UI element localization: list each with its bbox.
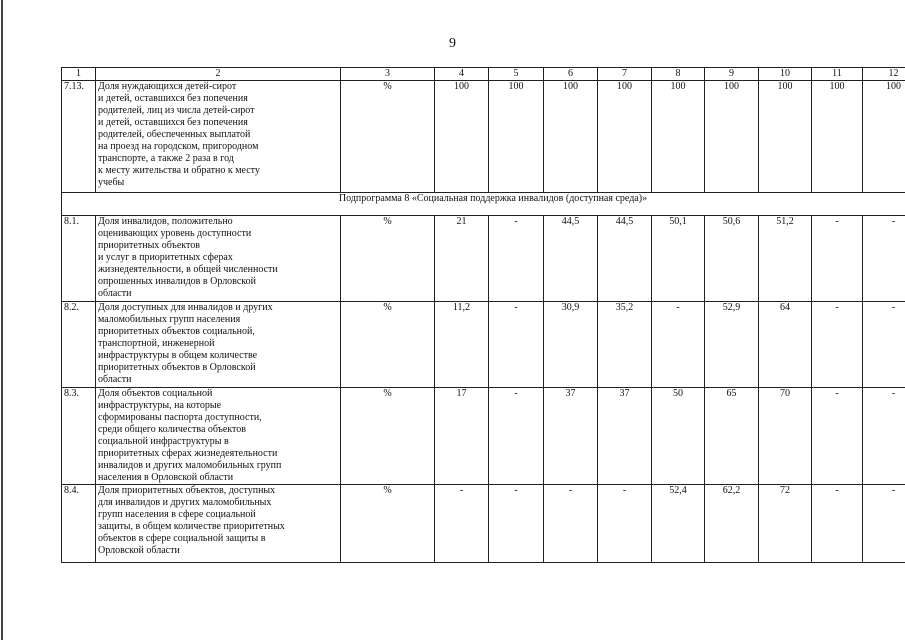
value-cell: 51,2 (759, 216, 812, 302)
column-number-header: 9 (705, 68, 759, 81)
indicator-number: 8.4. (62, 485, 96, 563)
value-cell: 35,2 (598, 302, 652, 388)
indicator-name: Доля нуждающихся детей-сирот и детей, оставшихся без попечения родителей, лиц из числа детей-сирот и детей, оставшихся без попечения родителей, обеспеченных выплатой на проезд на городском, пригородном транспорте, а также 2 раза в год к месту жительства и обратно к месту учебы (96, 81, 341, 193)
indicator-name: Доля приоритетных объектов, доступных для инвалидов и других маломобильных групп населения в сфере социальной защиты, в общем количестве приоритетных объектов в сфере социальной защиты в Орловской области (96, 485, 341, 563)
column-number-header: 12 (863, 68, 905, 81)
value-cell: 100 (759, 81, 812, 193)
value-cell: 65 (705, 388, 759, 485)
subprogram-title: Подпрограмма 8 «Социальная поддержка инвалидов (доступная среда)» (62, 193, 905, 216)
value-cell: - (812, 485, 863, 563)
column-number-header: 3 (341, 68, 435, 81)
page-edge-line (1, 0, 3, 640)
table-row (62, 302, 905, 388)
value-cell: 100 (435, 81, 489, 193)
table-row (62, 81, 905, 193)
unit-cell: % (341, 216, 435, 302)
page-number: 9 (449, 36, 456, 51)
column-number-header: 2 (96, 68, 341, 81)
value-cell: - (812, 302, 863, 388)
value-cell: 30,9 (544, 302, 598, 388)
value-cell: - (652, 302, 705, 388)
indicator-name: Доля инвалидов, положительно оценивающих уровень доступности приоритетных объектов и услуг в приоритетных сферах жизнедеятельности, в общей численности опрошенных инвалидов в Орловской области (96, 216, 341, 302)
value-cell: - (544, 485, 598, 563)
value-cell: - (435, 485, 489, 563)
value-cell: 50 (652, 388, 705, 485)
value-cell: - (863, 485, 905, 563)
indicator-name: Доля объектов социальной инфраструктуры, на которые сформированы паспорта доступности, среди общего количества объектов социальной инфраструктуры в приоритетных сферах жизнедеятельности инвалидов и других маломобильных групп населения в Орловской области (96, 388, 341, 485)
value-cell: - (863, 216, 905, 302)
value-cell: 50,1 (652, 216, 705, 302)
column-number-header: 11 (812, 68, 863, 81)
value-cell: 44,5 (544, 216, 598, 302)
table-row (62, 388, 905, 485)
unit-cell: % (341, 485, 435, 563)
value-cell: 72 (759, 485, 812, 563)
value-cell: 100 (705, 81, 759, 193)
value-cell: - (812, 388, 863, 485)
table-row (62, 216, 905, 302)
column-number-header: 8 (652, 68, 705, 81)
indicator-number: 8.1. (62, 216, 96, 302)
indicators-table (61, 67, 905, 563)
value-cell: - (812, 216, 863, 302)
table-row (62, 485, 905, 563)
indicator-number: 8.3. (62, 388, 96, 485)
value-cell: 100 (544, 81, 598, 193)
column-number-header: 7 (598, 68, 652, 81)
value-cell: - (489, 485, 544, 563)
value-cell: 21 (435, 216, 489, 302)
indicator-number: 8.2. (62, 302, 96, 388)
value-cell: - (489, 216, 544, 302)
indicator-number: 7.13. (62, 81, 96, 193)
column-number-header: 1 (62, 68, 96, 81)
column-number-header: 6 (544, 68, 598, 81)
column-number-header: 10 (759, 68, 812, 81)
value-cell: - (863, 388, 905, 485)
value-cell: 44,5 (598, 216, 652, 302)
value-cell: - (489, 388, 544, 485)
value-cell: 100 (863, 81, 905, 193)
indicator-name: Доля доступных для инвалидов и других маломобильных групп населения приоритетных объектов социальной, транспортной, инженерной инфраструктуры в общем количестве приоритетных объектов в Орловской области (96, 302, 341, 388)
unit-cell: % (341, 302, 435, 388)
value-cell: - (489, 302, 544, 388)
value-cell: 37 (598, 388, 652, 485)
value-cell: 11,2 (435, 302, 489, 388)
value-cell: - (598, 485, 652, 563)
value-cell: 52,4 (652, 485, 705, 563)
value-cell: - (863, 302, 905, 388)
value-cell: 37 (544, 388, 598, 485)
value-cell: 50,6 (705, 216, 759, 302)
value-cell: 100 (652, 81, 705, 193)
value-cell: 52,9 (705, 302, 759, 388)
column-number-header: 4 (435, 68, 489, 81)
column-number-row (62, 68, 905, 81)
unit-cell: % (341, 81, 435, 193)
subprogram-row (62, 193, 905, 216)
value-cell: 70 (759, 388, 812, 485)
column-number-header: 5 (489, 68, 544, 81)
value-cell: 100 (489, 81, 544, 193)
value-cell: 100 (812, 81, 863, 193)
value-cell: 64 (759, 302, 812, 388)
value-cell: 17 (435, 388, 489, 485)
value-cell: 62,2 (705, 485, 759, 563)
value-cell: 100 (598, 81, 652, 193)
unit-cell: % (341, 388, 435, 485)
